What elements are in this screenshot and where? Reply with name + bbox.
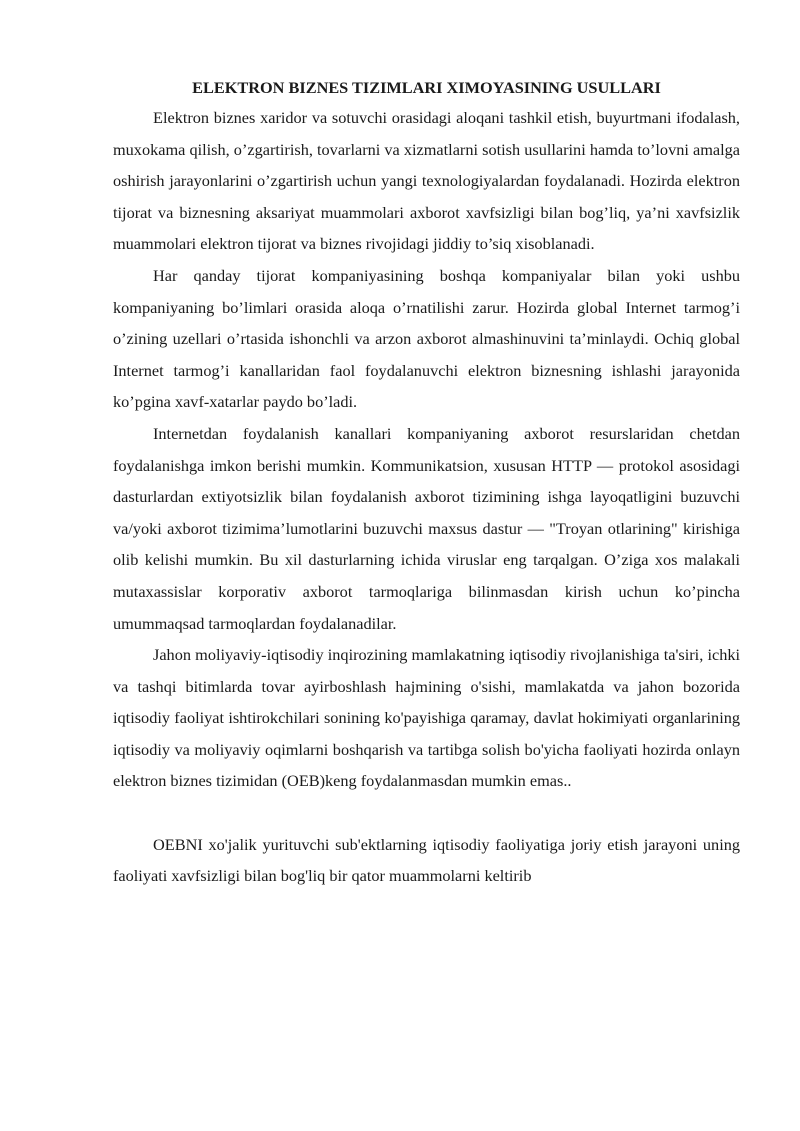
- paragraph-3: Internetdan foydalanish kanallari kompaniyaning axborot resurslaridan chetdan foydalanishga imkon berishi mumkin. Kommunikatsion, xususan HTTP — protokol asosidagi dasturlardan extiyotsizlik bilan foydalanish axborot tizimining ishga layoqatligini buzuvchi va/yoki axborot tizimima’lumotlarini buzuvchi maxsus dastur — "Troyan otlarining" kirishiga olib kelishi mumkin. Bu xil dasturlarning ichida viruslar eng tarqalgan. O’ziga xos malakali mutaxassislar korporativ axborot tarmoqlariga bilinmasdan kirish uchun ko’pincha umummaqsad tarmoqlardan foydalanadilar.: [113, 423, 740, 633]
- document-title: ELEKTRON BIZNES TIZIMLARI XIMOYASINING USULLARI: [192, 78, 661, 97]
- document-body: [113, 78, 740, 892]
- paragraph-4: Jahon moliyaviy-iqtisodiy inqirozining mamlakatning iqtisodiy rivojlanishiga ta'siri, ichki va tashqi bitimlarda tovar ayirboshlash hajmining o'sishi, mamlakatda va jahon bozorida iqtisodiy faoliyat ishtirokchilari sonining ko'payishiga qaramay, davlat hokimiyati organlarining iqtisodiy va moliyaviy oqimlarni boshqarish va tartibga solish bo'yicha faoliyati hozirda onlayn elektron biznes tizimidan (OEB)keng foydalanmasdan mumkin emas..: [113, 645, 740, 791]
- paragraph-5: OEBNI xo'jalik yurituvchi sub'ektlarning iqtisodiy faoliyatiga joriy etish jarayoni uning faoliyati xavfsizligi bilan bog'liq bir qator muammolarni keltirib: [113, 834, 740, 886]
- paragraph-gap: [113, 797, 740, 829]
- paragraph-2: Har qanday tijorat kompaniyasining boshqa kompaniyalar bilan yoki ushbu kompaniyaning bo’limlari orasida aloqa o’rnatilishi zarur. Hozirda global Internet tarmog’i o’zining uzellari o’rtasida ishonchli va arzon axborot almashinuvini ta’minlaydi. Ochiq global Internet tarmog’i kanallaridan faol foydalanuvchi elektron biznesning ishlashi jarayonida ko’pgina xavf-xatarlar paydo bo’ladi.: [113, 265, 740, 412]
- paragraph-1: Elektron biznes xaridor va sotuvchi orasidagi aloqani tashkil etish, buyurtmani ifodalash, muxokama qilish, o’zgartirish, tovarlarni va xizmatlarni sotish usullarini hamda to’lovni amalga oshirish jarayonlarini o’zgartirish uchun yangi texnologiyalardan foydalanadi. Hozirda elektron tijorat va biznesning aksariyat muammolari axborot xavfsizligi bilan bog’liq, ya’ni xavfsizlik muammolari elektron tijorat va biznes rivojidagi jiddiy to’siq xisoblanadi.: [113, 108, 740, 254]
